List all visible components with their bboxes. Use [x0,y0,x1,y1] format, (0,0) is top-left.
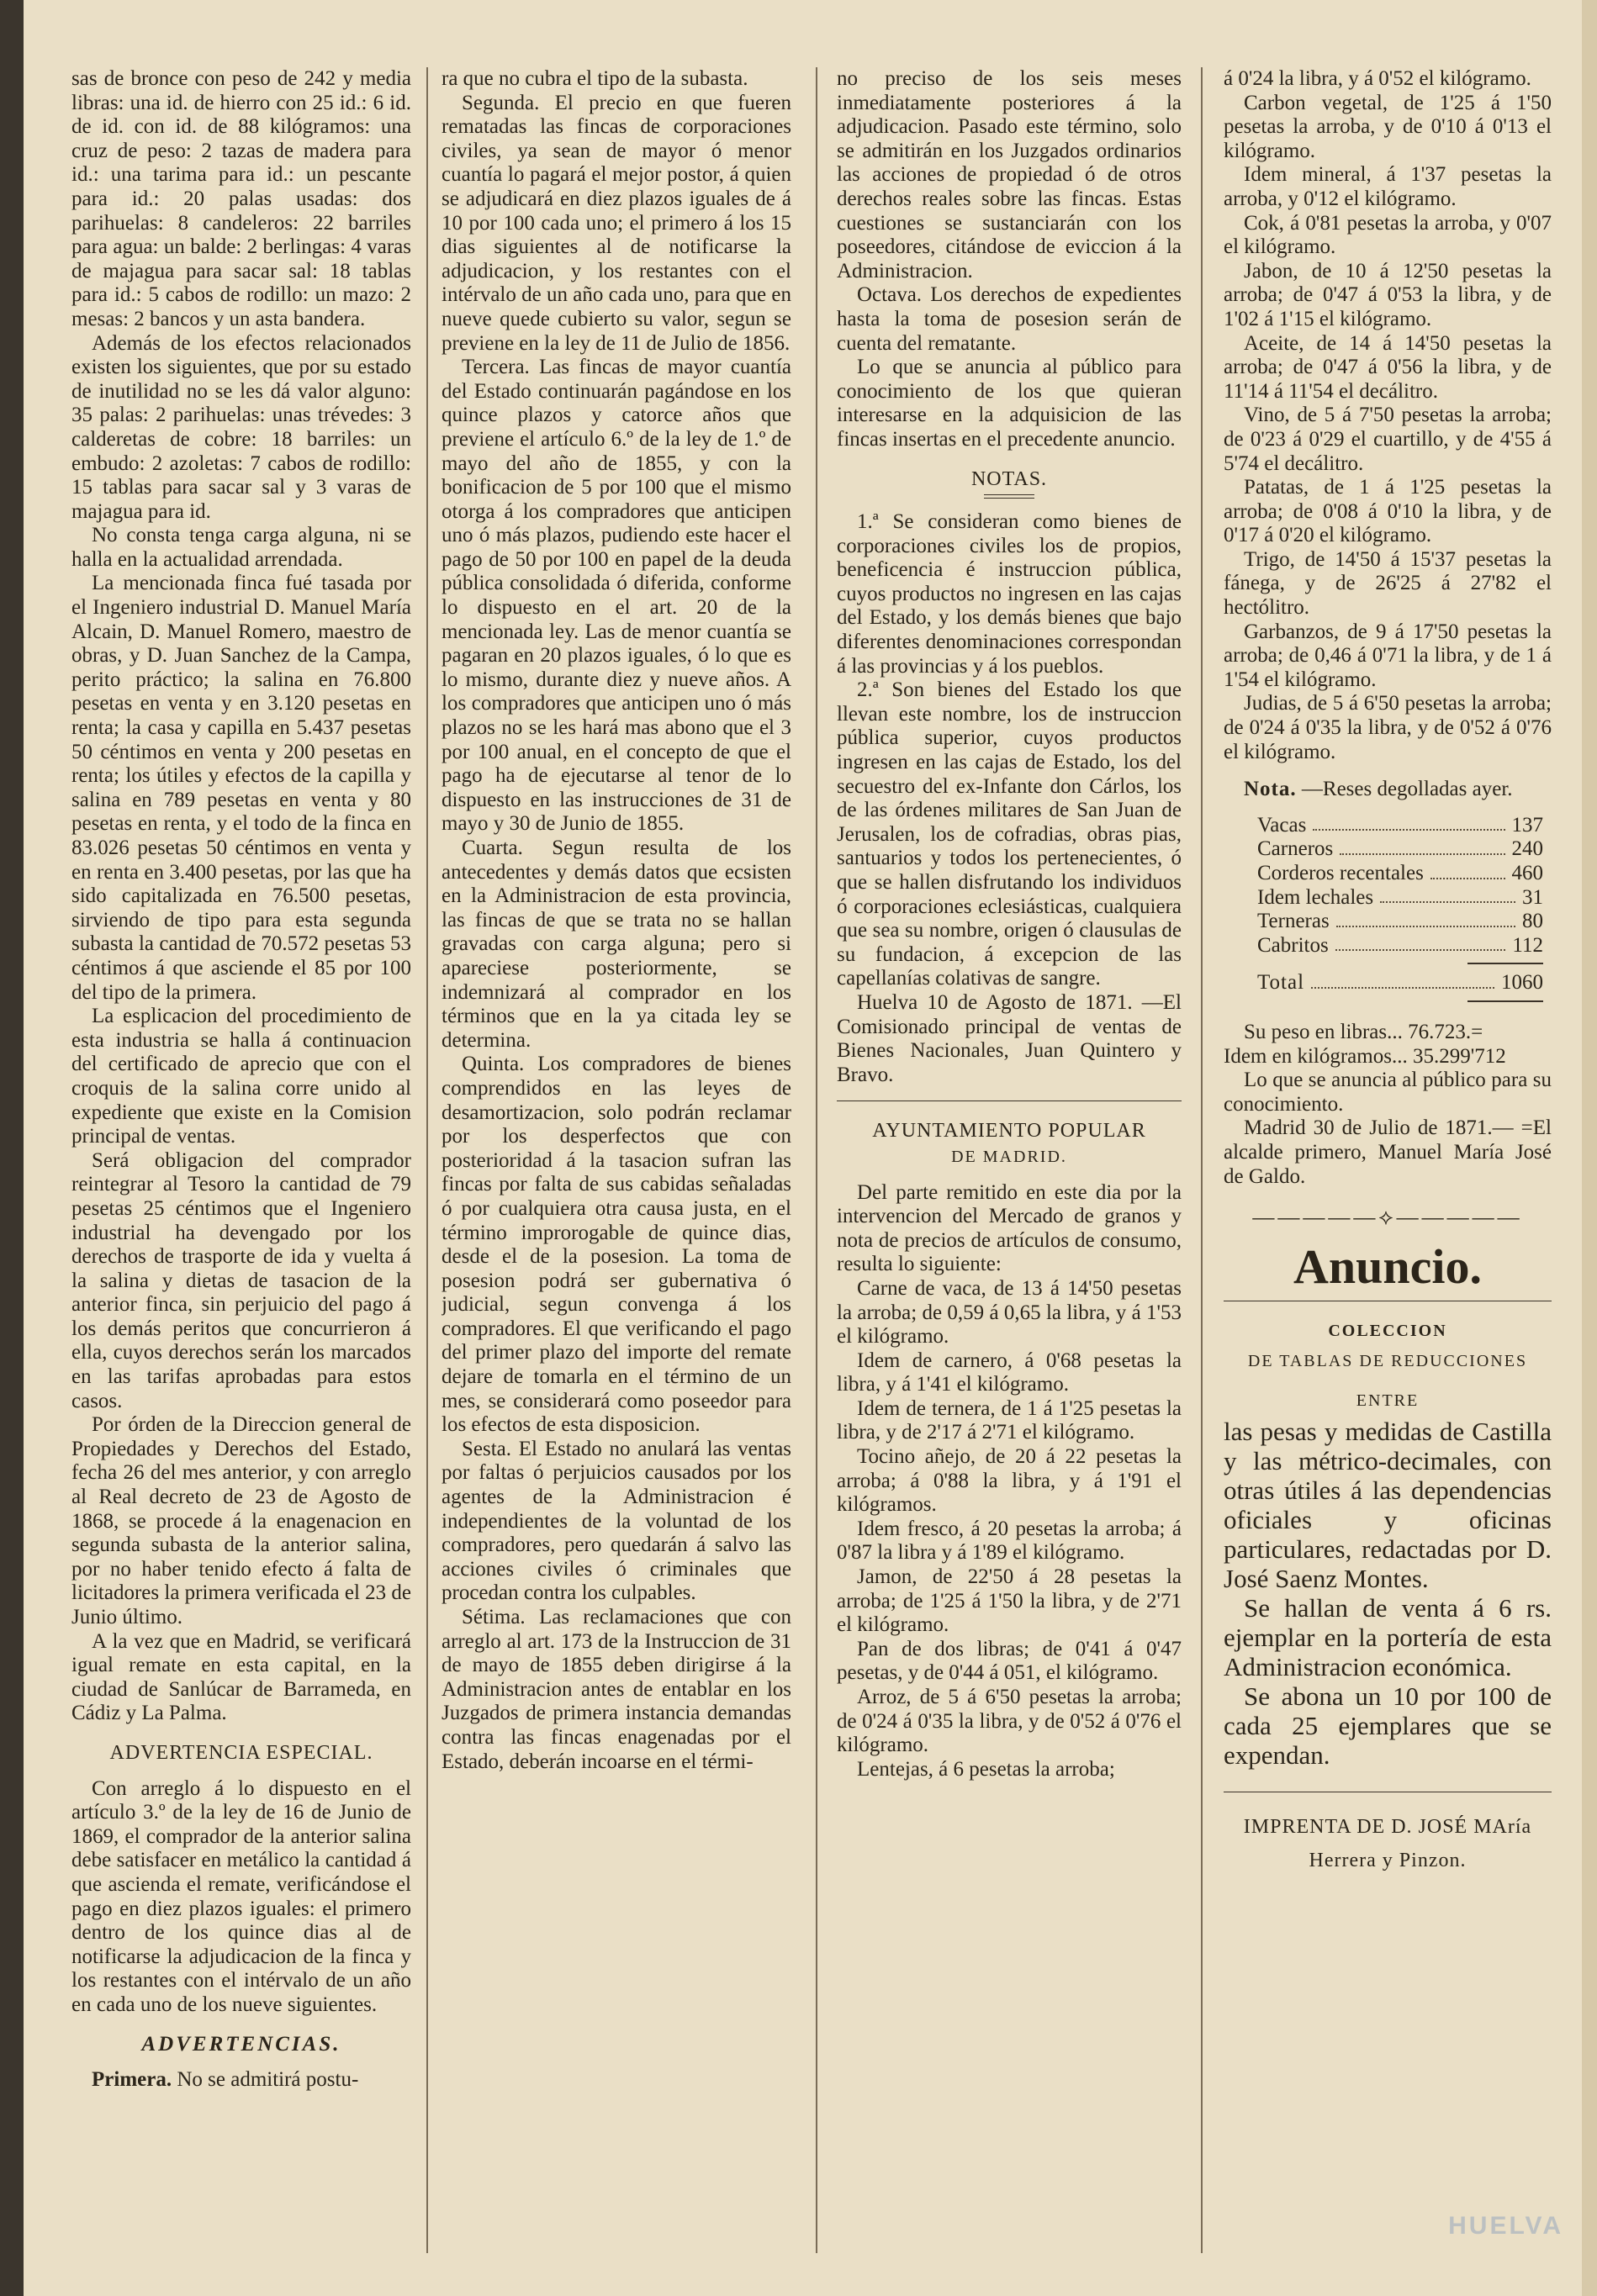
paragraph [442,1606,791,1774]
leader-dots [1380,886,1515,904]
paragraph [71,2068,411,2093]
paragraph-lead: Sétima. [462,1606,526,1628]
ornamental-divider: —————⟡————— [1252,1205,1523,1230]
leader-dots [1340,837,1504,855]
anuncio-title: Anuncio. [1293,1238,1482,1294]
livestock-count: 240 [1511,837,1543,861]
section-divider [837,1100,1182,1104]
paragraph: Lo que se anuncia al público para su conocimiento. [1224,1069,1552,1116]
paragraph: 1.ª Se consideran como bienes de corporaciones civiles los de propios, beneficencia é instruccion pública, cuyos productos no ingresen en las cajas del Estado, y los demás bienes que bajo diferentes denominaciones correspondan á las provincias y á los pueblos. [837,510,1182,678]
section-divider [1224,1792,1552,1795]
livestock-count: 31 [1522,885,1543,909]
paragraph: Por órden de la Direccion general de Propiedades y Derechos del Estado, fecha 26 del mes anterior, y con arreglo al Real decreto de 23 de Agosto de 1868, se procede á la enagenacion en segunda subasta de la anterior salina, por no haber tenido efecto á falta de licitadores la primera verificada el 23 de Junio último. [71,1413,411,1628]
leader-dots [1336,910,1515,927]
paragraph-lead: Segunda. [462,91,540,114]
section-heading: ADVERTENCIAS. [141,2032,341,2056]
paragraph [442,1053,791,1438]
paragraph: La mencionada finca fué tasada por el Ingeniero industrial D. Manuel María Alcain, D. Manuel Romero, maestro de obras, y D. Juan Sanchez de la Campa, perito práctico; la salina en 76.800 pesetas en venta y en 3.120 pesetas en renta; la casa y capilla en 5.437 pesetas 50 céntimos en venta y 200 pesetas en renta; los útiles y efectos de la capilla y salina en 789 pesetas en venta y 80 pesetas en renta, y el todo de la finca en 83.026 pesetas 50 céntimos en venta y en renta en 3.400 pesetas, por las que ha sido capitalizada en 76.500 pesetas, sirviendo de tipo para esta segunda subasta la cantidad de 70.572 pesetas 53 céntimos á que asciende el 85 por 100 del tipo de la primera. [71,572,411,1004]
leader-dots [1311,971,1494,989]
paragraph-lead: Tercera. [462,356,530,379]
paragraph: Carne de vaca, de 13 á 14'50 pesetas la arroba; de 0,59 á 0,65 la libra, y á 1'53 el kilógramo. [837,1276,1182,1349]
section-subheading: ENTRE [1356,1391,1420,1410]
library-stamp [1370,2212,1563,2279]
paragraph-text: Los derechos de expedientes hasta la toma de posesion serán de cuenta del rematante. [837,283,1182,355]
livestock-count: 460 [1511,862,1543,884]
section-heading: COLECCION [1328,1321,1447,1340]
column-3 [837,67,1182,2270]
leader-dots [1335,934,1506,952]
leader-dots [1430,862,1505,879]
column-rule [1201,67,1203,2253]
section-subheading: DE MADRID. [951,1147,1067,1166]
stamp-text: HUELVA [1448,2212,1563,2240]
livestock-name: Idem lechales [1257,885,1374,909]
paragraph-text: Los compradores de bienes comprendidos en las leyes de desamortizacion, solo podrán reclamar por los desperfectos que con posterioridad á la tasacion sufran las fincas por falta de sus cabidas señaladas ó por cualquiera otra causa justa, en el término improrogable de quince dias, desde el de la posesion. La toma de posesion podrá ser gubernativa ó judicial, segun convenga á los compradores. El que verificando el pago del primer plazo del importe del remate dejare de tomarla en el término de un mes, se considerará como poseedor para los efectos de esta disposicion. [442,1053,791,1437]
paragraph: Su peso en libras... 76.723.= [1244,1020,1483,1043]
page-binding-edge [0,0,24,2296]
section-heading: AYUNTAMIENTO POPULAR [872,1120,1146,1143]
column-1 [71,67,411,2270]
paragraph: no preciso de los seis meses inmediatamente posteriores á la adjudicacion. Pasado este término, solo se admitirán en los Juzgados ordinarios las acciones de propiedad ó de otros derechos reales sobre las fincas. Estas cuestiones se sustanciarán con los poseedores, citándose de eviccion á la Administracion. [837,67,1182,282]
paragraph-lead: Cuarta. [462,837,523,859]
paragraph: Trigo, de 14'50 á 15'37 pesetas la fánega, y de 26'25 á 27'82 el hectólitro. [1224,547,1552,620]
livestock-name: Terneras [1257,910,1330,933]
column-2 [442,67,791,2270]
paragraph: Será obligacion del comprador reintegrar al Tesoro la cantidad de 79 pesetas 25 céntimos que el Ingeniero industrial ha devengado por los derechos de trasporte de ida y vuelta á la salina y dietas de tasacion de la anterior finca, sin perjuicio del pago á los demás peritos que concurrieron á ella, cuyos derechos serán los marcados en las tarifas aprobadas para estos casos. [71,1148,411,1412]
imprint: IMPRENTA DE D. JOSÉ MAría Herrera y Pinzon. [1243,1815,1532,1871]
paragraph: Carbon vegetal, de 1'25 á 1'50 pesetas la arroba, y de 0'10 á 0'13 el kilógramo. [1224,91,1552,162]
section-subheading: DE TABLAS DE REDUCCIONES [1247,1352,1528,1371]
paragraph: Se abona un 10 por 100 de cada 25 ejemplares que se expendan. [1224,1681,1552,1770]
paragraph: Madrid 30 de Julio de 1871.— =El alcalde primero, Manuel María José de Galdo. [1224,1116,1552,1188]
paragraph-lead: Sesta. [462,1437,512,1460]
paragraph: sas de bronce con peso de 242 y media libras: una id. de hierro con 25 id.: 6 id. de id. con id. de 88 kilógramos: una cruz de peso: 2 tazas de madera para id.: una tarima para id.: un pescante para id.: 20 palas usadas: dos parihuelas: 8 candeleros: 22 barriles para agua: un balde: 2 berlingas: 4 varas de majagua para sacar sal: 18 tablas para id.: 5 cabos de rodillo: un mazo: 2 mesas: 2 bancos y un asta bandera. [71,67,411,330]
paragraph: Idem de ternera, de 1 á 1'25 pesetas la libra, y de 2'17 á 2'71 el kilógramo. [837,1396,1182,1444]
section-heading: NOTAS. [970,467,1048,490]
paragraph-text: Segun resulta de los antecedentes y demás datos que ecsisten en la Administracion de esta provincia, las fincas de que se trata no se hallan gravadas con carga alguna; pero si apareciese posteriormente, se indemnizará al comprador en los términos que en la ya citada ley se determina. [442,837,791,1052]
paragraph: Huelva 10 de Agosto de 1871. —El Comisionado principal de ventas de Bienes Nacionales, Juan Quintero y Bravo. [837,990,1182,1086]
paragraph-text: El precio en que fueren rematadas las fincas de corporaciones civiles, ya sean de mayor ó menor cuantía lo pagará el mejor postor, á quien se adjudicará en diez plazos iguales de á 10 por 100 cada uno; el primero á los 15 dias siguientes al de notificarse la adjudicacion, y los restantes con el intérvalo de un año cada uno, para que en nueve quede cubierto su valor, segun se previene en la ley de 11 de Julio de 1856. [442,91,791,355]
paragraph: Vino, de 5 á 7'50 pesetas la arroba; de 0'23 á 0'29 el cuartillo, y de 4'55 á 5'74 el decálitro. [1224,404,1552,475]
paragraph: Además de los efectos relacionados existen los siguientes, que por su estado de inutilidad no se les dá valor alguno: 35 palas: 2 parihuelas: unas trévedes: 3 calderetas de cobre: 18 barriles: un embudo: 2 azoletas: 7 cabos de rodillo: 15 tablas para sacar sal y 3 varas de majagua para id. [71,331,411,523]
paragraph: Se hallan de venta á 6 rs. ejemplar en la portería de esta Administracion económica. [1224,1592,1552,1681]
livestock-table [1224,814,1552,1002]
paragraph: Lo que se anuncia al público para conocimiento de los que quieran interesarse en la adquisicion de las fincas insertas en el precedente anuncio. [837,356,1182,451]
paragraph: Tocino añejo, de 20 á 22 pesetas la arroba; á 0'88 la libra, y á 1'91 el kilógramos. [837,1445,1182,1517]
paragraph: A la vez que en Madrid, se verificará igual remate en esta capital, en la ciudad de Sanlúcar de Barrameda, en Cádiz y La Palma. [71,1629,411,1725]
paragraph-lead: Primera. [92,2068,172,2092]
table-row [1224,862,1552,886]
table-total-row [1224,971,1552,995]
table-row [1224,814,1552,838]
column-rule [426,67,428,2253]
paragraph-lead: Octava. [857,283,923,307]
total-value: 1060 [1501,971,1543,995]
livestock-count: 112 [1512,933,1543,957]
paragraph: á 0'24 la libra, y á 0'52 el kilógramo. [1224,67,1531,90]
paragraph-text: Las reclamaciones que con arreglo al art. 173 de la Instruccion de 31 de mayo de 1855 deben dirigirse á la Administracion antes de entablar en los Juzgados de primera instancia demandas contra las fincas enagenadas por el Estado, deberán incoarse en el térmi- [442,1606,791,1773]
paragraph: Lentejas, á 6 pesetas la arroba; [857,1757,1115,1781]
livestock-count: 137 [1511,813,1543,837]
leader-dots [1313,814,1504,831]
paragraph [442,356,791,837]
livestock-count: 80 [1522,910,1543,933]
paragraph: Patatas, de 1 á 1'25 pesetas la arroba; de 0'08 á 0'10 la libra, y de 0'17 á 0'20 el kilógramo. [1224,476,1552,547]
paragraph: No consta tenga carga alguna, ni se halla en la actualidad arrendada. [71,524,411,571]
paragraph: Idem mineral, á 1'37 pesetas la arroba, y 0'12 el kilógramo. [1224,163,1552,210]
paragraph: La esplicacion del procedimiento de esta industria se halla á continuacion del certificado de aprecio que con el croquis de la salina corre unido al expediente que existe en la Comision principal de ventas. [71,1005,411,1148]
paragraph: ra que no cubra el tipo de la subasta. [442,67,748,90]
paragraph [442,92,791,356]
paragraph: Del parte remitido en este dia por la intervencion del Mercado de granos y nota de precios de artículos de consumo, resulta lo siguiente: [837,1180,1182,1276]
section-heading: ADVERTENCIA ESPECIAL. [109,1741,373,1764]
paragraph-text: Las fincas de mayor cuantía del Estado continuarán pagándose en los quince plazos y catorce años que previene el artículo 6.º de la ley de 1.º de mayo del año de 1855, y con la bonificacion de 5 por 100 que el mismo otorga á los compradores que anticipen uno ó más plazos, pudiendo este hacer el pago de 50 por 100 en papel de la deuda pública consolidada ó diferida, conforme lo dispuesto en el art. 20 de la mencionada ley. Las de menor cuantía se pagaran en 20 plazos iguales, ó lo que es lo mismo, durante diez y nueve años. A los compradores que anticipen uno ó más plazos no se les hará mas abono que el 3 por 100 anual, en el concepto de que el pago ha de ejecutarse al tenor de lo dispuesto en las instrucciones de 31 de mayo y 30 de Junio de 1855. [442,356,791,836]
page-right-edge [1582,0,1597,2296]
paragraph: Cok, á 0'81 pesetas la arroba, y 0'07 el kilógramo. [1224,211,1552,259]
livestock-name: Vacas [1257,813,1307,837]
livestock-name: Carneros [1257,837,1334,861]
livestock-name: Corderos recentales [1257,862,1424,884]
table-row [1224,934,1552,958]
paragraph: 2.ª Son bienes del Estado los que llevan este nombre, los de instruccion pública superior, cuyos productos ingresen en las cajas de Estado, los del secuestro del ex-Infante don Cárlos, los de las órdenes militares de San Juan de Jerusalen, los de cofradias, obras pias, santuarios y todos los pertenecientes, ó que se hallen disfrutando los individuos ó corporaciones eclesiásticas, cualquiera que sea su nombre, origen ó clausulas de su fundacion, á excepcion de las capellanías colativas de sangre. [837,678,1182,990]
paragraph-lead: Quinta. [462,1053,525,1076]
paragraph: Idem fresco, á 20 pesetas la arroba; á 0'87 la libra y á 1'89 el kilógramo. [837,1517,1182,1565]
nota-line [1224,778,1552,802]
nota-text: —Reses degolladas ayer. [1301,778,1513,801]
paragraph [442,1438,791,1606]
total-rule [1467,963,1543,964]
table-row [1224,910,1552,934]
section-divider [1224,1301,1552,1304]
column-rule [816,67,817,2253]
total-label: Total [1257,971,1305,995]
livestock-name: Cabritos [1257,933,1329,957]
heading-rule [984,494,1034,499]
paragraph: Judias, de 5 á 6'50 pesetas la arroba; de 0'24 á 0'35 la libra, y de 0'52 á 0'76 el kilógramo. [1224,692,1552,763]
paragraph: Con arreglo á lo dispuesto en el artículo 3.º de la ley de 16 de Junio de 1869, el comprador de la anterior salina debe satisfacer en metálico la cantidad á que ascienda el remate, verificándose el pago en diez plazos iguales: el primero dentro de los quince dias al de notificarse la adjudicacion de la finca y los restantes con el intérvalo de un año en cada uno de los nueve siguientes. [71,1776,411,2016]
column-4 [1224,67,1552,2270]
paragraph: Jamon, de 22'50 á 28 pesetas la arroba; de 1'25 á 1'50 la libra, y de 2'71 el kilógramo. [837,1565,1182,1637]
nota-label: Nota. [1244,778,1297,801]
paragraph: Garbanzos, de 9 á 17'50 pesetas la arroba; de 0,46 á 0'71 la libra, y de 1 á 1'54 el kilógramo. [1224,620,1552,691]
paragraph [442,837,791,1053]
paragraph: Idem en kilógramos... 35.299'712 [1224,1044,1506,1068]
paragraph [837,283,1182,356]
table-row [1224,837,1552,862]
paragraph: Jabon, de 10 á 12'50 pesetas la arroba; de 0'47 á 0'53 la libra, y de 1'02 á 1'15 el kilógramo. [1224,259,1552,330]
paragraph: Idem de carnero, á 0'68 pesetas la libra, y á 1'41 el kilógramo. [837,1349,1182,1396]
paragraph: Arroz, de 5 á 6'50 pesetas la arroba; de 0'24 á 0'35 la libra, y de 0'52 á 0'76 el kilógramo. [837,1686,1182,1757]
paragraph-text: El Estado no anulará las ventas por faltas ó perjuicios causados por los agentes de la Administracion é independientes de la voluntad de los compradores, pero quedarán á salvo las acciones civiles ó criminales que procedan contra los culpables. [442,1437,791,1605]
paragraph: Pan de dos libras; de 0'41 á 0'47 pesetas, y de 0'44 á 051, el kilógramo. [837,1637,1182,1685]
paragraph: las pesas y medidas de Castilla y las métrico-decimales, con otras útiles á las dependencias oficiales y oficinas particulares, redactadas por D. José Saenz Montes. [1224,1416,1552,1593]
paragraph-text: No se admitirá postu- [177,2068,359,2092]
total-rule [1467,1000,1543,1002]
paragraph: Aceite, de 14 á 14'50 pesetas la arroba; de 0'47 á 0'56 la libra, y de 11'14 á 11'54 el decálitro. [1224,331,1552,403]
table-row [1224,886,1552,910]
